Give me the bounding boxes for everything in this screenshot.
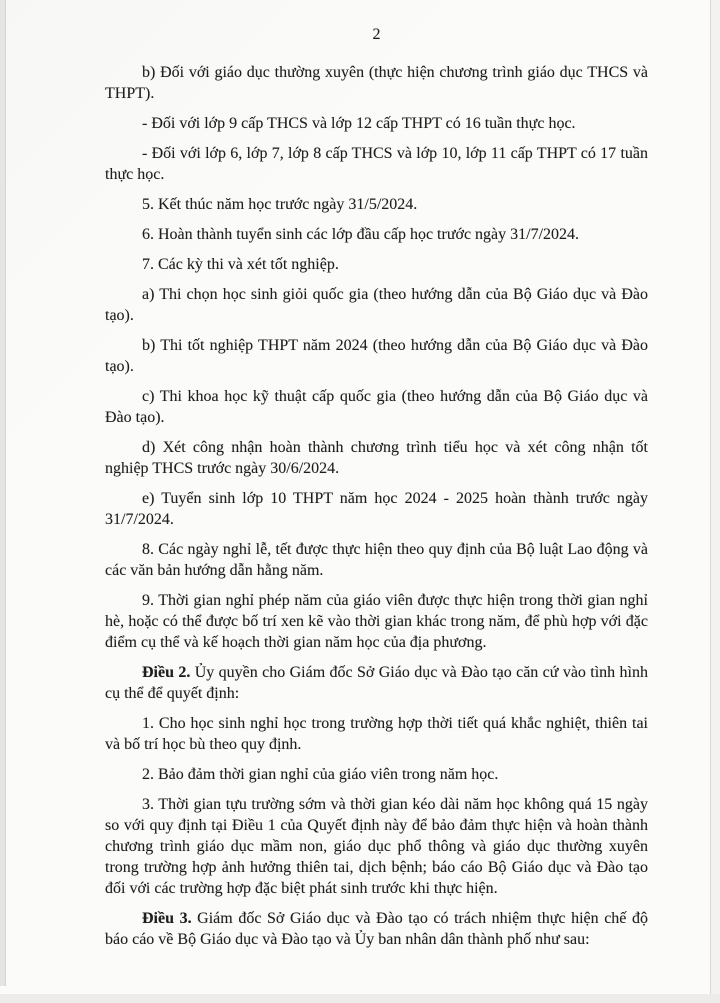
page-number: 2 xyxy=(372,26,381,43)
paragraph xyxy=(105,62,648,104)
paragraph-text: 2. Bảo đảm thời gian nghỉ của giáo viên trong năm học. xyxy=(142,766,499,783)
article-2-label: Điều 2. xyxy=(142,664,191,681)
paragraph-text: 7. Các kỳ thi và xét tốt nghiệp. xyxy=(142,256,339,273)
paragraph xyxy=(105,113,648,134)
paragraph-text: - Đối với lớp 9 cấp THCS và lớp 12 cấp THPT có 16 tuần thực học. xyxy=(142,115,576,132)
paragraph xyxy=(105,794,648,899)
paragraph-text: Giám đốc Sở Giáo dục và Đào tạo có trách nhiệm thực hiện chế độ báo cáo về Bộ Giáo dục và Đào tạo và Ủy ban nhân dân thành phố như sau: xyxy=(105,910,648,948)
paragraph xyxy=(105,194,648,215)
photo-edge-bottom xyxy=(0,994,720,1003)
paragraph-text: - Đối với lớp 6, lớp 7, lớp 8 cấp THCS và lớp 10, lớp 11 cấp THPT có 17 tuần thực học. xyxy=(105,145,648,183)
paragraph xyxy=(105,224,648,245)
paragraph xyxy=(105,335,648,377)
paragraph xyxy=(105,908,648,950)
photo-edge-left xyxy=(0,0,6,986)
paragraph-text: c) Thi khoa học kỹ thuật cấp quốc gia (theo hướng dẫn của Bộ Giáo dục và Đào tạo). xyxy=(105,388,648,426)
paragraph-text: e) Tuyển sinh lớp 10 THPT năm học 2024 - 2025 hoàn thành trước ngày 31/7/2024. xyxy=(105,490,648,528)
paragraph-text: d) Xét công nhận hoàn thành chương trình tiểu học và xét công nhận tốt nghiệp THCS trước ngày 30/6/2024. xyxy=(105,439,648,477)
paragraph xyxy=(105,539,648,581)
paragraph xyxy=(105,713,648,755)
paragraph-text: 9. Thời gian nghỉ phép năm của giáo viên được thực hiện trong thời gian nghỉ hè, hoặc có thể được bố trí xen kẽ vào thời gian khác trong năm, để phù hợp với đặc điểm cụ thể và kế hoạch thời gian năm học của địa phương. xyxy=(105,592,648,651)
paragraph xyxy=(105,488,648,530)
paragraph-text: 3. Thời gian tựu trường sớm và thời gian kéo dài năm học không quá 15 ngày so với quy định tại Điều 1 của Quyết định này để bảo đảm thực hiện và hoàn thành chương trình giáo dục mầm non, giáo dục phổ thông và giáo dục thường xuyên trong trường hợp ảnh hưởng thiên tai, dịch bệnh; báo cáo Bộ Giáo dục và Đào tạo đối với các trường hợp đặc biệt phát sinh trước khi thực hiện. xyxy=(105,796,648,897)
paragraph xyxy=(105,386,648,428)
paragraph-text: 1. Cho học sinh nghỉ học trong trường hợp thời tiết quá khắc nghiệt, thiên tai và bố trí học bù theo quy định. xyxy=(105,715,648,753)
paragraph xyxy=(105,254,648,275)
paragraph xyxy=(105,764,648,785)
document-body xyxy=(105,62,648,959)
photo-edge-right-strip xyxy=(711,0,720,1003)
paragraph-text: 6. Hoàn thành tuyển sinh các lớp đầu cấp học trước ngày 31/7/2024. xyxy=(142,226,580,243)
paragraph-text: b) Thi tốt nghiệp THPT năm 2024 (theo hướng dẫn của Bộ Giáo dục và Đào tạo). xyxy=(105,337,648,375)
paragraph xyxy=(105,284,648,326)
paragraph-text: Ủy quyền cho Giám đốc Sở Giáo dục và Đào tạo căn cứ vào tình hình cụ thể để quyết định: xyxy=(105,664,649,702)
paragraph-text: 8. Các ngày nghỉ lễ, tết được thực hiện theo quy định của Bộ luật Lao động và các văn bản hướng dẫn hằng năm. xyxy=(105,541,648,579)
paragraph-text: a) Thi chọn học sinh giỏi quốc gia (theo hướng dẫn của Bộ Giáo dục và Đào tạo). xyxy=(105,286,648,324)
paragraph xyxy=(105,143,648,185)
paragraph xyxy=(105,590,648,653)
paragraph xyxy=(105,662,648,704)
paragraph-text: b) Đối với giáo dục thường xuyên (thực hiện chương trình giáo dục THCS và THPT). xyxy=(105,64,648,102)
paragraph-text: 5. Kết thúc năm học trước ngày 31/5/2024. xyxy=(142,196,418,213)
article-3-label: Điều 3. xyxy=(142,910,192,927)
paragraph xyxy=(105,437,648,479)
